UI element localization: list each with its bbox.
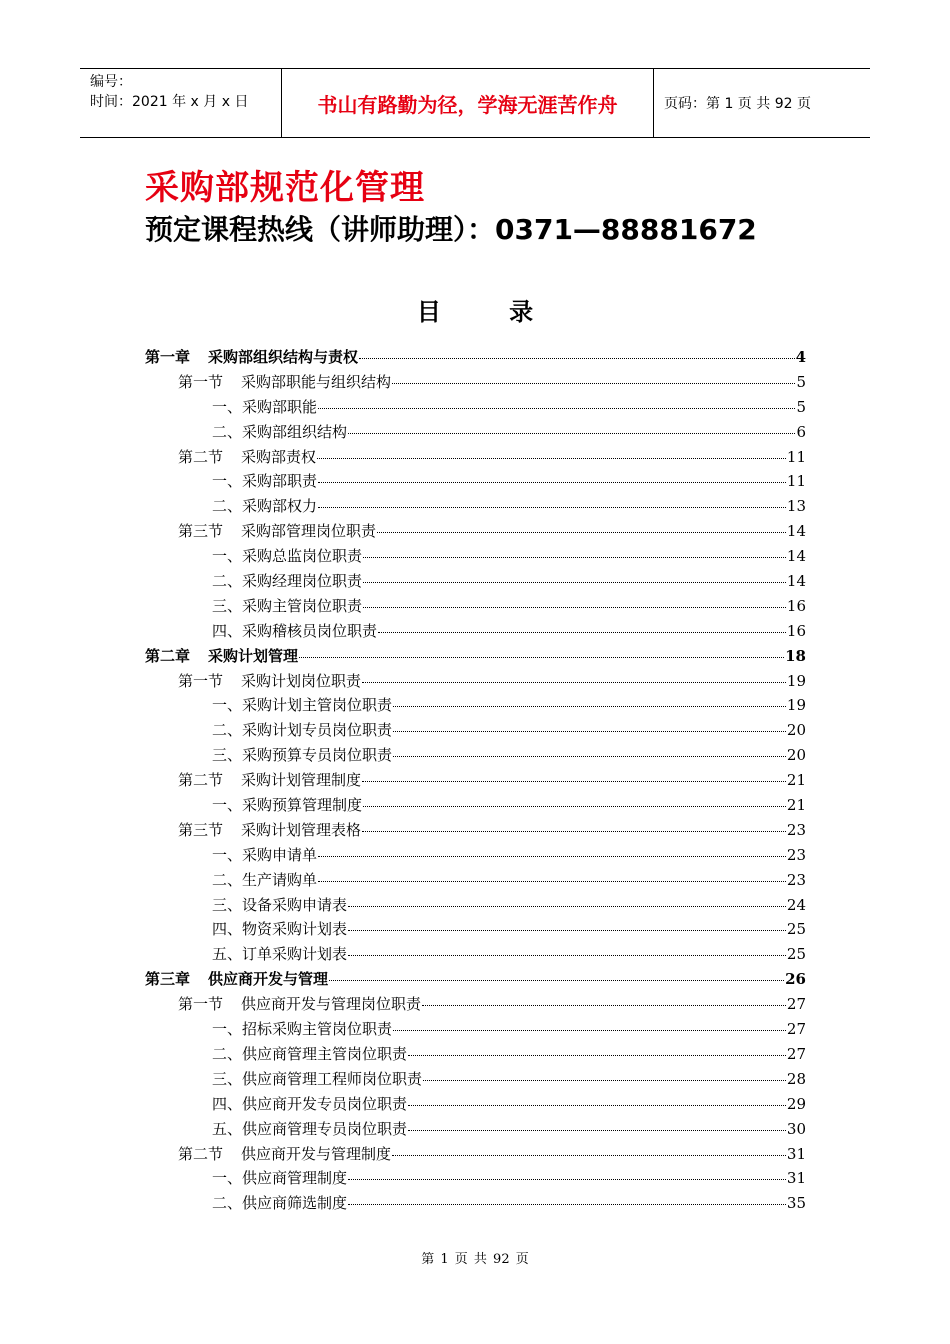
toc-entry-page: 6 <box>796 422 806 441</box>
toc-entry-text: 五、供应商管理专员岗位职责 <box>212 1119 408 1138</box>
toc-entry[interactable] <box>145 595 806 620</box>
toc-entry-page: 14 <box>786 572 806 591</box>
toc-leader-dots <box>393 705 786 707</box>
toc-entry-label <box>212 943 347 964</box>
toc-entry[interactable] <box>145 918 806 943</box>
document-title: 采购部规范化管理 <box>145 168 425 208</box>
toc-entry-label <box>178 520 376 541</box>
header-motto: 书山有路勤为径，学海无涯苦作舟 <box>282 69 654 137</box>
toc-entry-label <box>145 346 358 367</box>
toc-entry-label <box>212 1167 347 1188</box>
toc-entry-number: 第三章 <box>145 970 191 989</box>
toc-leader-dots <box>348 1178 786 1180</box>
toc-entry[interactable] <box>145 520 806 545</box>
toc-entry-text: 四、采购稽核员岗位职责 <box>212 621 378 640</box>
toc-entry-label <box>178 1143 391 1164</box>
toc-leader-dots <box>318 506 786 508</box>
toc-entry[interactable] <box>145 1143 806 1168</box>
toc-entry[interactable] <box>145 794 806 819</box>
toc-leader-dots <box>348 954 786 956</box>
toc-entry-text: 采购计划管理 <box>208 646 299 665</box>
toc-entry-label <box>212 396 317 417</box>
toc-leader-dots <box>359 357 795 359</box>
header-meta <box>80 69 282 137</box>
toc-entry-text: 一、采购申请单 <box>212 845 318 864</box>
toc-entry-page: 5 <box>796 397 806 416</box>
toc-entry-label <box>212 1043 407 1064</box>
toc-leader-dots <box>408 1129 786 1131</box>
toc-entry[interactable] <box>145 470 806 495</box>
toc-entry-text: 二、供应商筛选制度 <box>212 1194 348 1213</box>
toc-entry[interactable] <box>145 769 806 794</box>
toc-entry-page: 30 <box>786 1119 806 1138</box>
toc-entry[interactable] <box>145 396 806 421</box>
toc-leader-dots <box>317 457 786 459</box>
toc-entry-number: 第三节 <box>178 820 224 839</box>
header-page-info: 页码：第 1 页 共 92 页 <box>664 96 811 112</box>
toc-leader-dots <box>377 531 786 533</box>
toc-leader-dots <box>393 730 786 732</box>
toc-entry-label <box>212 1018 392 1039</box>
toc-entry-page: 20 <box>786 746 806 765</box>
toc-entry-text: 采购部管理岗位职责 <box>241 522 377 541</box>
toc-entry-page: 27 <box>786 1020 806 1039</box>
toc-entry-label <box>212 894 347 915</box>
toc-entry-label <box>212 1192 347 1213</box>
toc-entry-text: 一、采购计划主管岗位职责 <box>212 696 393 715</box>
toc-leader-dots <box>299 656 784 658</box>
toc-entry-label <box>178 446 316 467</box>
toc-entry-page: 21 <box>786 796 806 815</box>
toc-entry[interactable] <box>145 1043 806 1068</box>
toc-entry-text: 一、供应商管理制度 <box>212 1169 348 1188</box>
toc-entry-text: 三、设备采购申请表 <box>212 895 348 914</box>
toc-entry-text: 采购部职能与组织结构 <box>241 372 392 391</box>
toc-entry[interactable] <box>145 943 806 968</box>
toc-entry[interactable] <box>145 819 806 844</box>
toc-entry-page: 16 <box>786 596 806 615</box>
toc-entry-page: 19 <box>786 671 806 690</box>
toc-entry-text: 二、生产请购单 <box>212 870 318 889</box>
toc-leader-dots <box>329 979 784 981</box>
toc-entry[interactable] <box>145 670 806 695</box>
toc-entry-label <box>178 371 391 392</box>
toc-entry-page: 13 <box>786 497 806 516</box>
toc-entry-text: 供应商开发与管理岗位职责 <box>241 995 422 1014</box>
toc-entry-text: 二、采购部组织结构 <box>212 422 348 441</box>
toc-entry[interactable] <box>145 495 806 520</box>
toc-leader-dots <box>423 1079 786 1081</box>
toc-leader-dots <box>408 1104 786 1106</box>
toc-entry-text: 四、物资采购计划表 <box>212 920 348 939</box>
toc-entry-number: 第一节 <box>178 372 224 391</box>
toc-entry-label <box>178 819 361 840</box>
toc-entry-label <box>212 421 347 442</box>
toc-entry-text: 二、采购计划专员岗位职责 <box>212 721 393 740</box>
page-header <box>80 68 870 138</box>
toc-entry[interactable] <box>145 993 806 1018</box>
toc-leader-dots <box>408 1054 786 1056</box>
toc-entry-page: 23 <box>786 870 806 889</box>
toc-entry-label <box>212 719 392 740</box>
toc-entry-page: 11 <box>786 447 806 466</box>
toc-leader-dots <box>378 631 786 633</box>
toc-entry-text: 一、采购部职责 <box>212 472 318 491</box>
toc-heading: 目 录 <box>416 297 564 326</box>
toc-entry-page: 11 <box>786 472 806 491</box>
toc-entry-text: 三、采购主管岗位职责 <box>212 596 363 615</box>
hotline-text: 预定课程热线（讲师助理）：0371—88881672 <box>145 213 757 246</box>
toc-entry-page: 31 <box>786 1169 806 1188</box>
toc-entry-label <box>212 545 362 566</box>
toc-leader-dots <box>348 1203 786 1205</box>
toc-entry[interactable] <box>145 1018 806 1043</box>
toc-entry-page: 16 <box>786 621 806 640</box>
toc-entry-text: 采购部组织结构与责权 <box>208 348 359 366</box>
table-of-contents <box>145 346 806 1217</box>
toc-entry-page: 23 <box>786 845 806 864</box>
toc-entry-label <box>212 570 362 591</box>
toc-entry-number: 第一节 <box>178 995 224 1014</box>
toc-entry-page: 27 <box>786 995 806 1014</box>
toc-leader-dots <box>392 382 795 384</box>
toc-leader-dots <box>318 407 795 409</box>
toc-leader-dots <box>392 1154 786 1156</box>
toc-entry-page: 23 <box>786 820 806 839</box>
toc-entry-text: 二、采购经理岗位职责 <box>212 572 363 591</box>
toc-entry-page: 25 <box>786 945 806 964</box>
toc-entry-label <box>178 993 421 1014</box>
toc-leader-dots <box>318 855 786 857</box>
toc-entry-page: 14 <box>786 547 806 566</box>
toc-entry-text: 一、采购部职能 <box>212 397 318 416</box>
toc-entry-page: 18 <box>785 646 806 665</box>
toc-entry-number: 第一章 <box>145 348 191 366</box>
toc-entry-text: 采购计划管理制度 <box>241 771 362 790</box>
toc-entry-text: 采购计划岗位职责 <box>241 671 362 690</box>
toc-entry[interactable] <box>145 421 806 446</box>
time-label: 时间：2021 年 x 月 x 日 <box>90 94 249 110</box>
toc-entry-label <box>212 869 317 890</box>
page-footer: 第 1 页 共 92 页 <box>421 1252 529 1267</box>
toc-entry[interactable] <box>145 1093 806 1118</box>
serial-label: 编号： <box>90 74 132 90</box>
toc-entry-number: 第二节 <box>178 771 224 790</box>
toc-entry-number: 第二章 <box>145 646 191 665</box>
toc-entry[interactable] <box>145 1167 806 1192</box>
toc-leader-dots <box>348 432 795 434</box>
toc-entry[interactable] <box>145 570 806 595</box>
toc-entry-label <box>212 1093 407 1114</box>
toc-leader-dots <box>393 755 786 757</box>
toc-entry-number: 第二节 <box>178 447 224 466</box>
toc-entry-page: 35 <box>786 1194 806 1213</box>
toc-leader-dots <box>348 905 786 907</box>
toc-entry-label <box>212 1068 422 1089</box>
toc-entry[interactable] <box>145 968 806 993</box>
toc-entry-label <box>212 620 377 641</box>
toc-entry-label <box>212 495 317 516</box>
toc-entry-page: 29 <box>786 1094 806 1113</box>
toc-entry-page: 19 <box>786 696 806 715</box>
toc-entry-text: 五、订单采购计划表 <box>212 945 348 964</box>
toc-entry[interactable] <box>145 1068 806 1093</box>
toc-entry[interactable] <box>145 694 806 719</box>
toc-leader-dots <box>363 805 786 807</box>
toc-entry-number: 第三节 <box>178 522 224 541</box>
toc-entry[interactable] <box>145 446 806 471</box>
toc-leader-dots <box>362 780 786 782</box>
toc-leader-dots <box>362 681 786 683</box>
toc-entry[interactable] <box>145 844 806 869</box>
toc-leader-dots <box>363 606 786 608</box>
toc-entry[interactable] <box>145 645 806 670</box>
toc-entry-text: 一、采购总监岗位职责 <box>212 547 363 566</box>
toc-leader-dots <box>393 1029 786 1031</box>
toc-entry-page: 27 <box>786 1044 806 1063</box>
toc-entry-label <box>145 645 298 666</box>
toc-entry-number: 第二节 <box>178 1144 224 1163</box>
toc-entry-text: 四、供应商开发专员岗位职责 <box>212 1094 408 1113</box>
toc-entry[interactable] <box>145 744 806 769</box>
toc-entry-number: 第一节 <box>178 671 224 690</box>
toc-entry-label <box>145 968 328 989</box>
toc-entry-page: 5 <box>796 372 806 391</box>
toc-entry-page: 4 <box>795 348 806 366</box>
toc-entry-text: 二、供应商管理主管岗位职责 <box>212 1044 408 1063</box>
toc-entry-label <box>178 769 361 790</box>
toc-leader-dots <box>362 830 786 832</box>
toc-entry-text: 一、采购预算管理制度 <box>212 796 363 815</box>
toc-entry-text: 采购部责权 <box>241 447 317 466</box>
toc-entry-label <box>212 470 317 491</box>
toc-entry[interactable] <box>145 1192 806 1217</box>
toc-entry[interactable] <box>145 894 806 919</box>
toc-entry[interactable] <box>145 719 806 744</box>
toc-leader-dots <box>363 556 786 558</box>
toc-entry-label <box>212 1118 407 1139</box>
toc-entry[interactable] <box>145 869 806 894</box>
toc-entry-label <box>212 595 362 616</box>
toc-entry-page: 14 <box>786 522 806 541</box>
toc-entry[interactable] <box>145 1118 806 1143</box>
toc-entry-page: 25 <box>786 920 806 939</box>
toc-entry-label <box>212 918 347 939</box>
toc-entry-page: 20 <box>786 721 806 740</box>
toc-leader-dots <box>422 1004 786 1006</box>
toc-entry-text: 一、招标采购主管岗位职责 <box>212 1020 393 1039</box>
toc-entry-label <box>212 844 317 865</box>
toc-entry[interactable] <box>145 371 806 396</box>
toc-entry[interactable] <box>145 545 806 570</box>
toc-leader-dots <box>318 880 786 882</box>
toc-entry-text: 供应商开发与管理制度 <box>241 1144 392 1163</box>
toc-leader-dots <box>348 929 786 931</box>
toc-entry[interactable] <box>145 346 806 371</box>
toc-entry-label <box>212 794 362 815</box>
toc-entry-label <box>212 744 392 765</box>
toc-entry-text: 三、供应商管理工程师岗位职责 <box>212 1069 423 1088</box>
toc-entry-label <box>212 694 392 715</box>
toc-entry-page: 24 <box>786 895 806 914</box>
toc-entry-page: 21 <box>786 771 806 790</box>
toc-entry-page: 28 <box>786 1069 806 1088</box>
toc-entry-text: 供应商开发与管理 <box>208 970 329 989</box>
toc-leader-dots <box>318 481 786 483</box>
toc-entry-page: 31 <box>786 1144 806 1163</box>
toc-entry-page: 26 <box>785 970 806 989</box>
toc-entry-text: 三、采购预算专员岗位职责 <box>212 746 393 765</box>
toc-leader-dots <box>363 581 786 583</box>
toc-entry[interactable] <box>145 620 806 645</box>
toc-entry-text: 二、采购部权力 <box>212 497 318 516</box>
toc-entry-text: 采购计划管理表格 <box>241 820 362 839</box>
toc-entry-label <box>178 670 361 691</box>
